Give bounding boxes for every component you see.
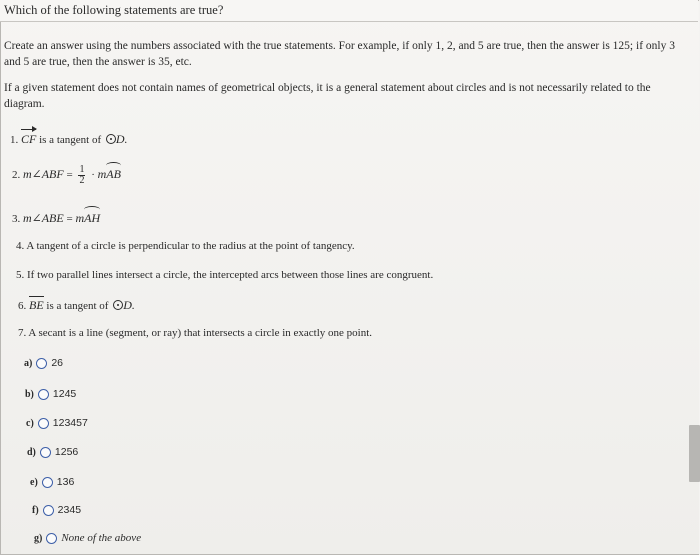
option-b[interactable]: [25, 388, 76, 400]
option-letter: a): [24, 357, 33, 369]
statement-3: [12, 211, 100, 226]
arc-ab: AB: [106, 167, 121, 182]
option-letter: b): [25, 388, 34, 400]
fraction-numerator: 1: [79, 164, 85, 175]
option-e[interactable]: [30, 476, 74, 488]
question-title: Which of the following statements are true?: [4, 3, 224, 17]
segment-cf: CF: [21, 132, 37, 146]
statement-number: 1.: [10, 134, 19, 146]
option-value: 2345: [57, 504, 82, 516]
equals-sign: =: [66, 213, 73, 225]
statement-number: 2.: [12, 169, 21, 182]
radio-button[interactable]: [36, 358, 47, 369]
statement-6: [18, 298, 135, 313]
circle-label: D.: [115, 132, 128, 146]
question-header: [0, 0, 698, 22]
statement-text: A tangent of a circle is perpendicular to the radius at the point of tangency.: [26, 240, 355, 252]
option-letter: d): [27, 446, 36, 458]
measure-m: m: [75, 211, 85, 225]
circle-dot-icon: [106, 134, 116, 144]
option-value: 123457: [52, 417, 88, 429]
statement-text: If two parallel lines intersect a circle, the intercepted arcs between those lines are congruent.: [27, 269, 434, 281]
arc-ah: AH: [84, 211, 101, 225]
scrollbar-thumb[interactable]: [689, 425, 700, 482]
angle-abf: m∠ABF: [23, 167, 64, 182]
segment-be: BE: [29, 298, 44, 312]
option-letter: g): [34, 532, 43, 544]
dot-operator: ·: [91, 169, 95, 182]
instructions-text: Create an answer using the numbers associated with the true statements. For example, if only 1, 2, and 5 are true, then the answer is 125; if only 3 and 5 are true, then the answer is 35, etc.: [4, 40, 675, 68]
circle-label: D.: [123, 298, 135, 312]
option-letter: c): [26, 417, 34, 429]
radio-button[interactable]: [42, 477, 53, 488]
radio-button[interactable]: [38, 389, 49, 400]
option-f[interactable]: [32, 504, 81, 516]
statement-number: 6.: [18, 300, 27, 312]
statement-text: is a tangent of: [46, 300, 109, 312]
statement-number: 7.: [18, 327, 27, 339]
fraction-denominator: 2: [79, 175, 85, 186]
statement-7: [18, 327, 372, 339]
statement-number: 5.: [16, 269, 25, 281]
statement-number: 4.: [16, 240, 25, 252]
statement-text: is a tangent of: [39, 134, 102, 146]
radio-button[interactable]: [43, 505, 54, 516]
option-value: 26: [51, 357, 64, 369]
option-value: None of the above: [61, 532, 142, 544]
fraction-half: [78, 165, 85, 186]
statement-5: [16, 269, 433, 281]
option-g[interactable]: [34, 532, 141, 544]
option-value: 1245: [52, 388, 77, 400]
statement-2: [12, 165, 121, 186]
radio-button[interactable]: [46, 533, 57, 544]
option-letter: f): [32, 504, 39, 516]
statement-text: A secant is a line (segment, or ray) that intersects a circle in exactly one point.: [28, 327, 373, 339]
option-value: 136: [56, 476, 75, 488]
circle-dot-icon: [113, 300, 123, 310]
equals-sign: =: [66, 169, 73, 182]
option-c[interactable]: [26, 417, 88, 429]
radio-button[interactable]: [40, 447, 51, 458]
radio-button[interactable]: [38, 418, 49, 429]
statement-1: [10, 132, 128, 147]
option-value: 1256: [54, 446, 79, 458]
statement-number: 3.: [12, 213, 21, 225]
measure-m: m: [97, 167, 107, 182]
angle-abe: m∠ABE: [23, 211, 64, 225]
option-letter: e): [30, 476, 38, 488]
option-a[interactable]: [24, 357, 63, 369]
note-text: If a given statement does not contain names of geometrical objects, it is a general statement about circles and is not necessarily related to the diagram.: [4, 82, 651, 110]
statement-4: [16, 240, 355, 252]
option-d[interactable]: [27, 446, 78, 458]
